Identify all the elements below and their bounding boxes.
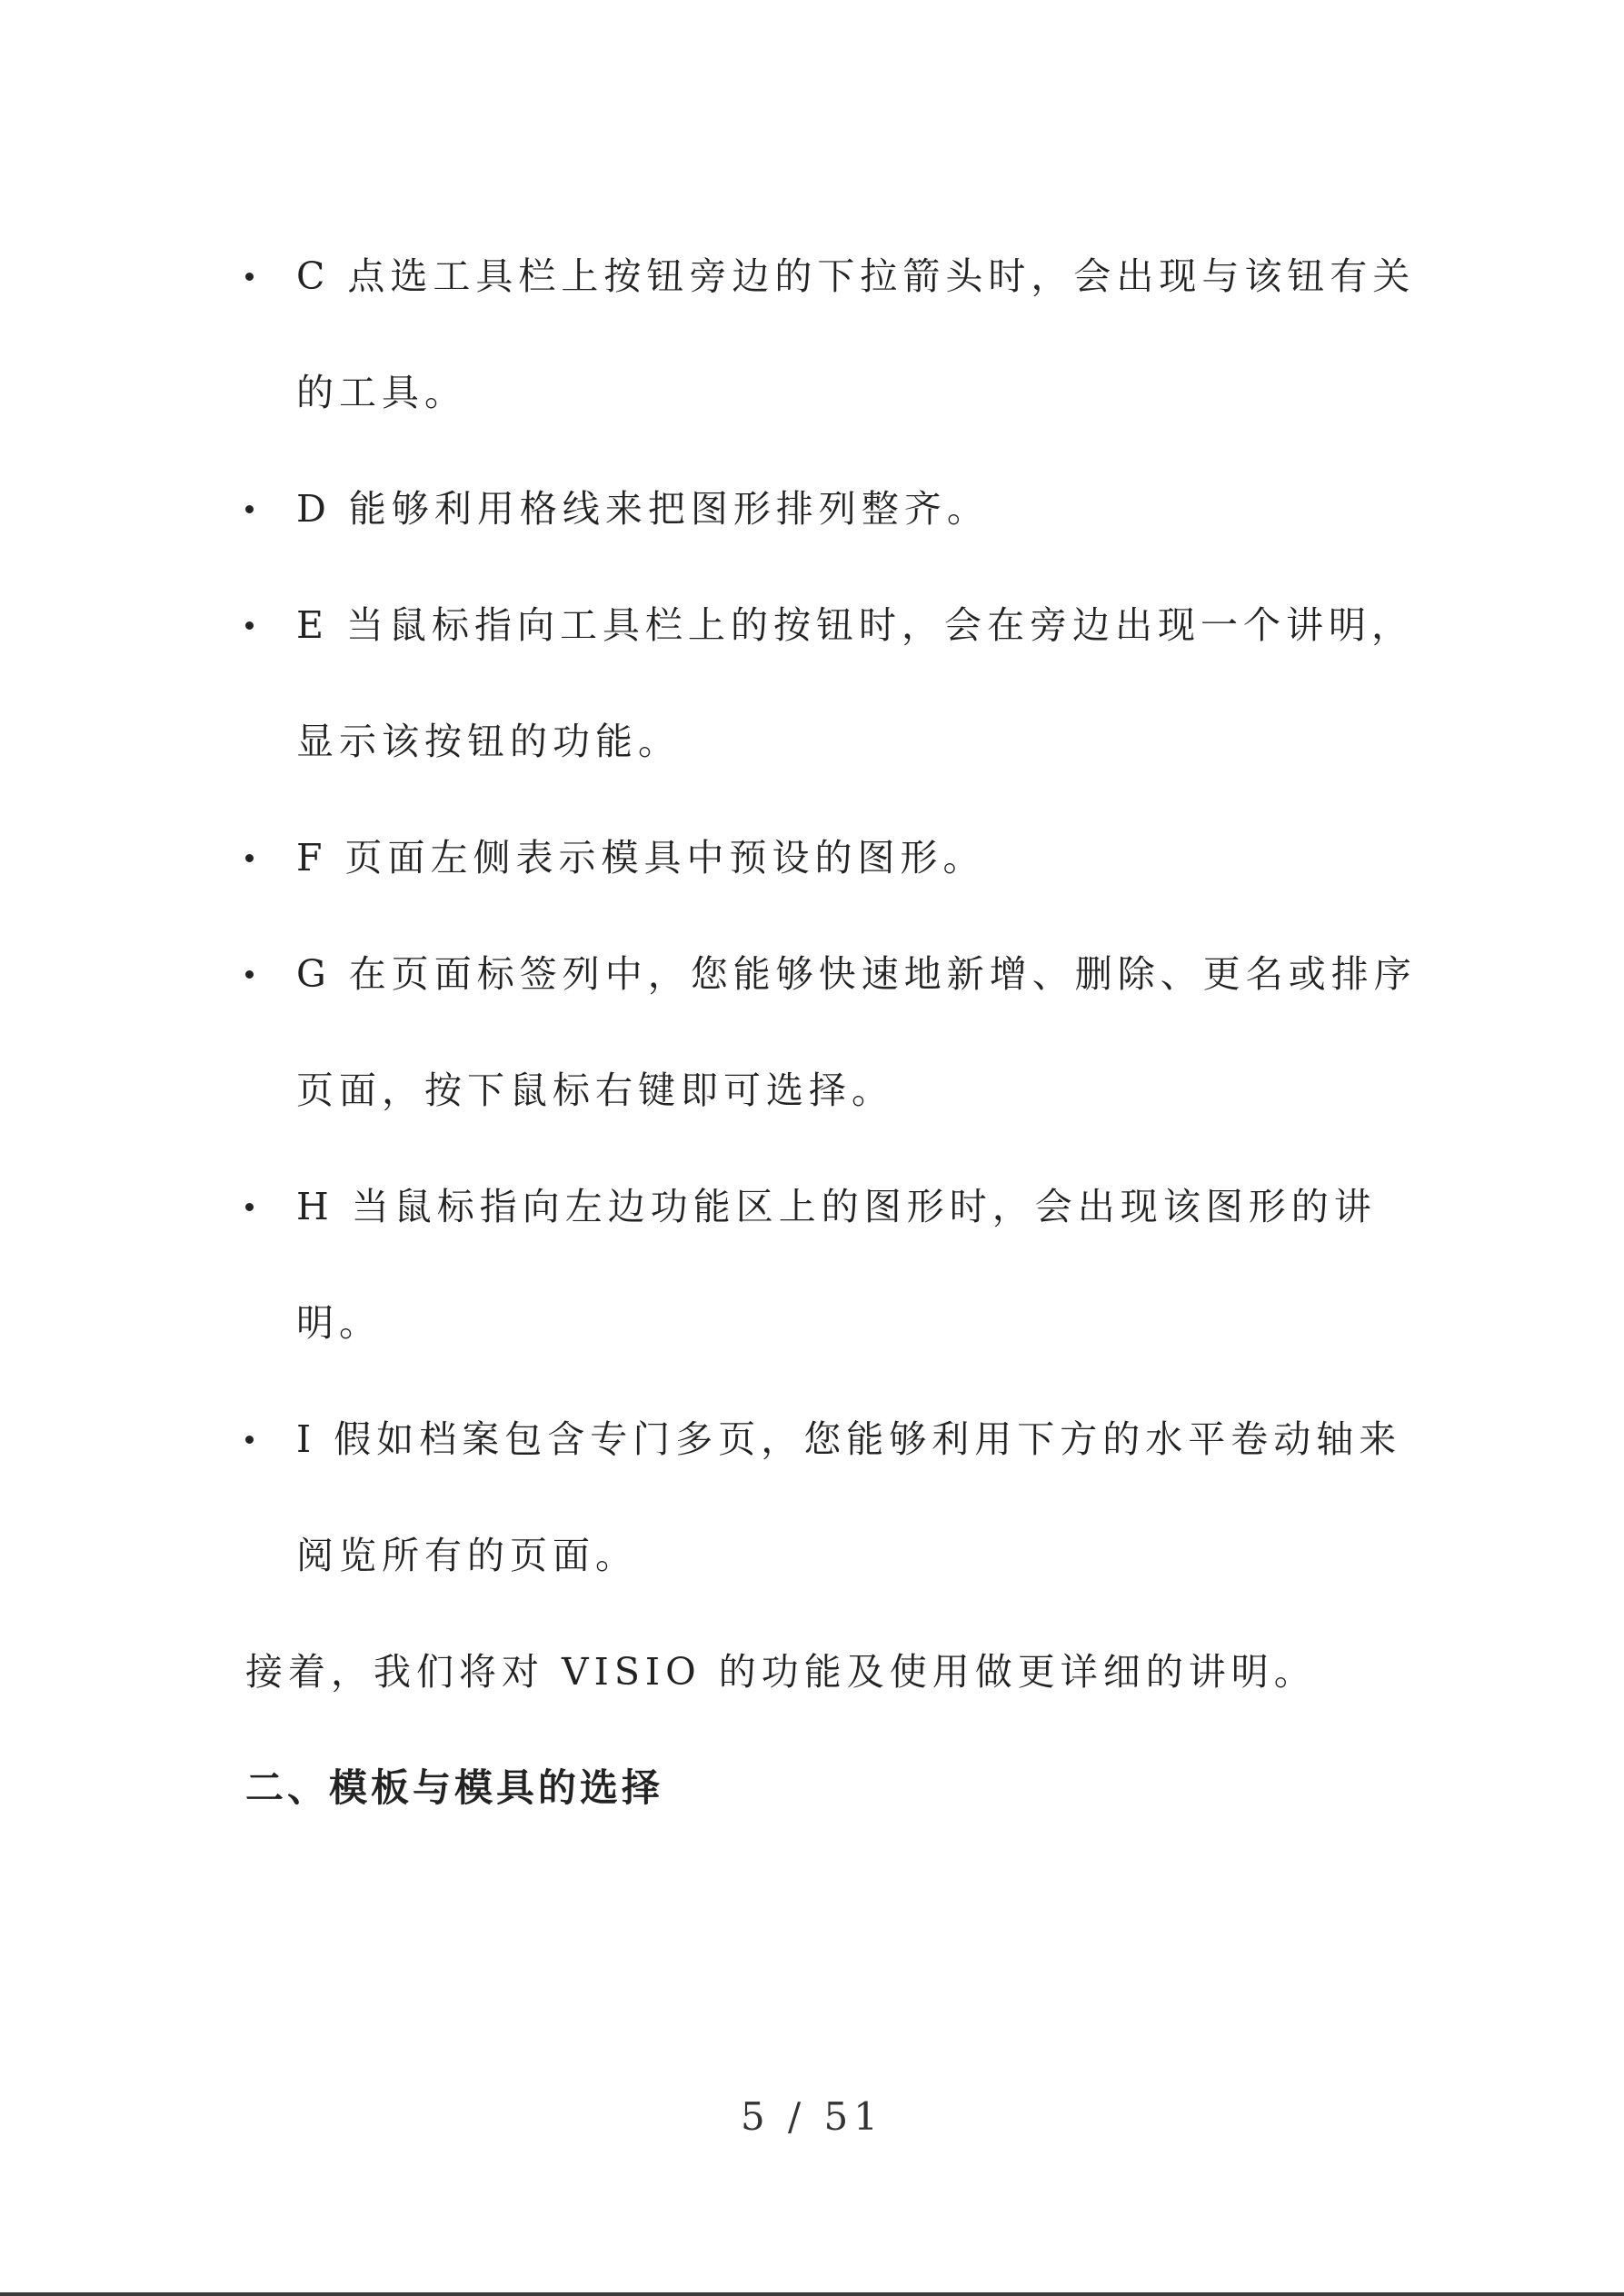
list-item-text: C 点选工具栏上按钮旁边的下拉箭头时，会出现与该钮有关的工具。 [296,254,1416,414]
list-item-text: E 当鼠标指向工具栏上的按钮时，会在旁边出现一个讲明，显示该按钮的功能。 [296,603,1414,763]
bullet-icon [245,970,254,979]
list-item-text: H 当鼠标指向左边功能区上的图形时，会出现该图形的讲明。 [296,1185,1377,1345]
page-number: 5 / 51 [740,2094,884,2139]
bullet-list [245,218,1417,1614]
list-item [245,1148,1377,1381]
list-item [245,218,1416,451]
list-item [245,916,1417,1148]
section-heading: 二、模板与模具的选择 [245,1765,664,1810]
list-item-text: F 页面左侧表示模具中预设的图形。 [296,836,986,880]
page-bottom-border [0,2292,1624,2296]
bullet-icon [245,505,254,513]
list-item [245,1381,1402,1614]
bullet-icon [245,273,254,281]
list-item-text: I 假如档案包含专门多页，您能够利用下方的水平卷动轴来阅览所有的页面。 [296,1417,1402,1577]
list-item [245,800,1372,916]
bullet-icon [245,1436,254,1444]
list-item-text: D 能够利用格线来把图形排列整齐。 [296,487,990,531]
bullet-icon [245,1203,254,1211]
list-item [245,567,1414,800]
bullet-icon [245,621,254,630]
page-content [245,218,1417,1846]
list-item-text: G 在页面标签列中，您能够快速地新增、删除、更名或排序页面，按下鼠标右键即可选择。 [296,952,1417,1112]
list-item [245,451,1372,567]
body-paragraph: 接着，我们将对 VISIO 的功能及使用做更详细的讲明。 [245,1650,1317,1694]
bullet-icon [245,854,254,862]
